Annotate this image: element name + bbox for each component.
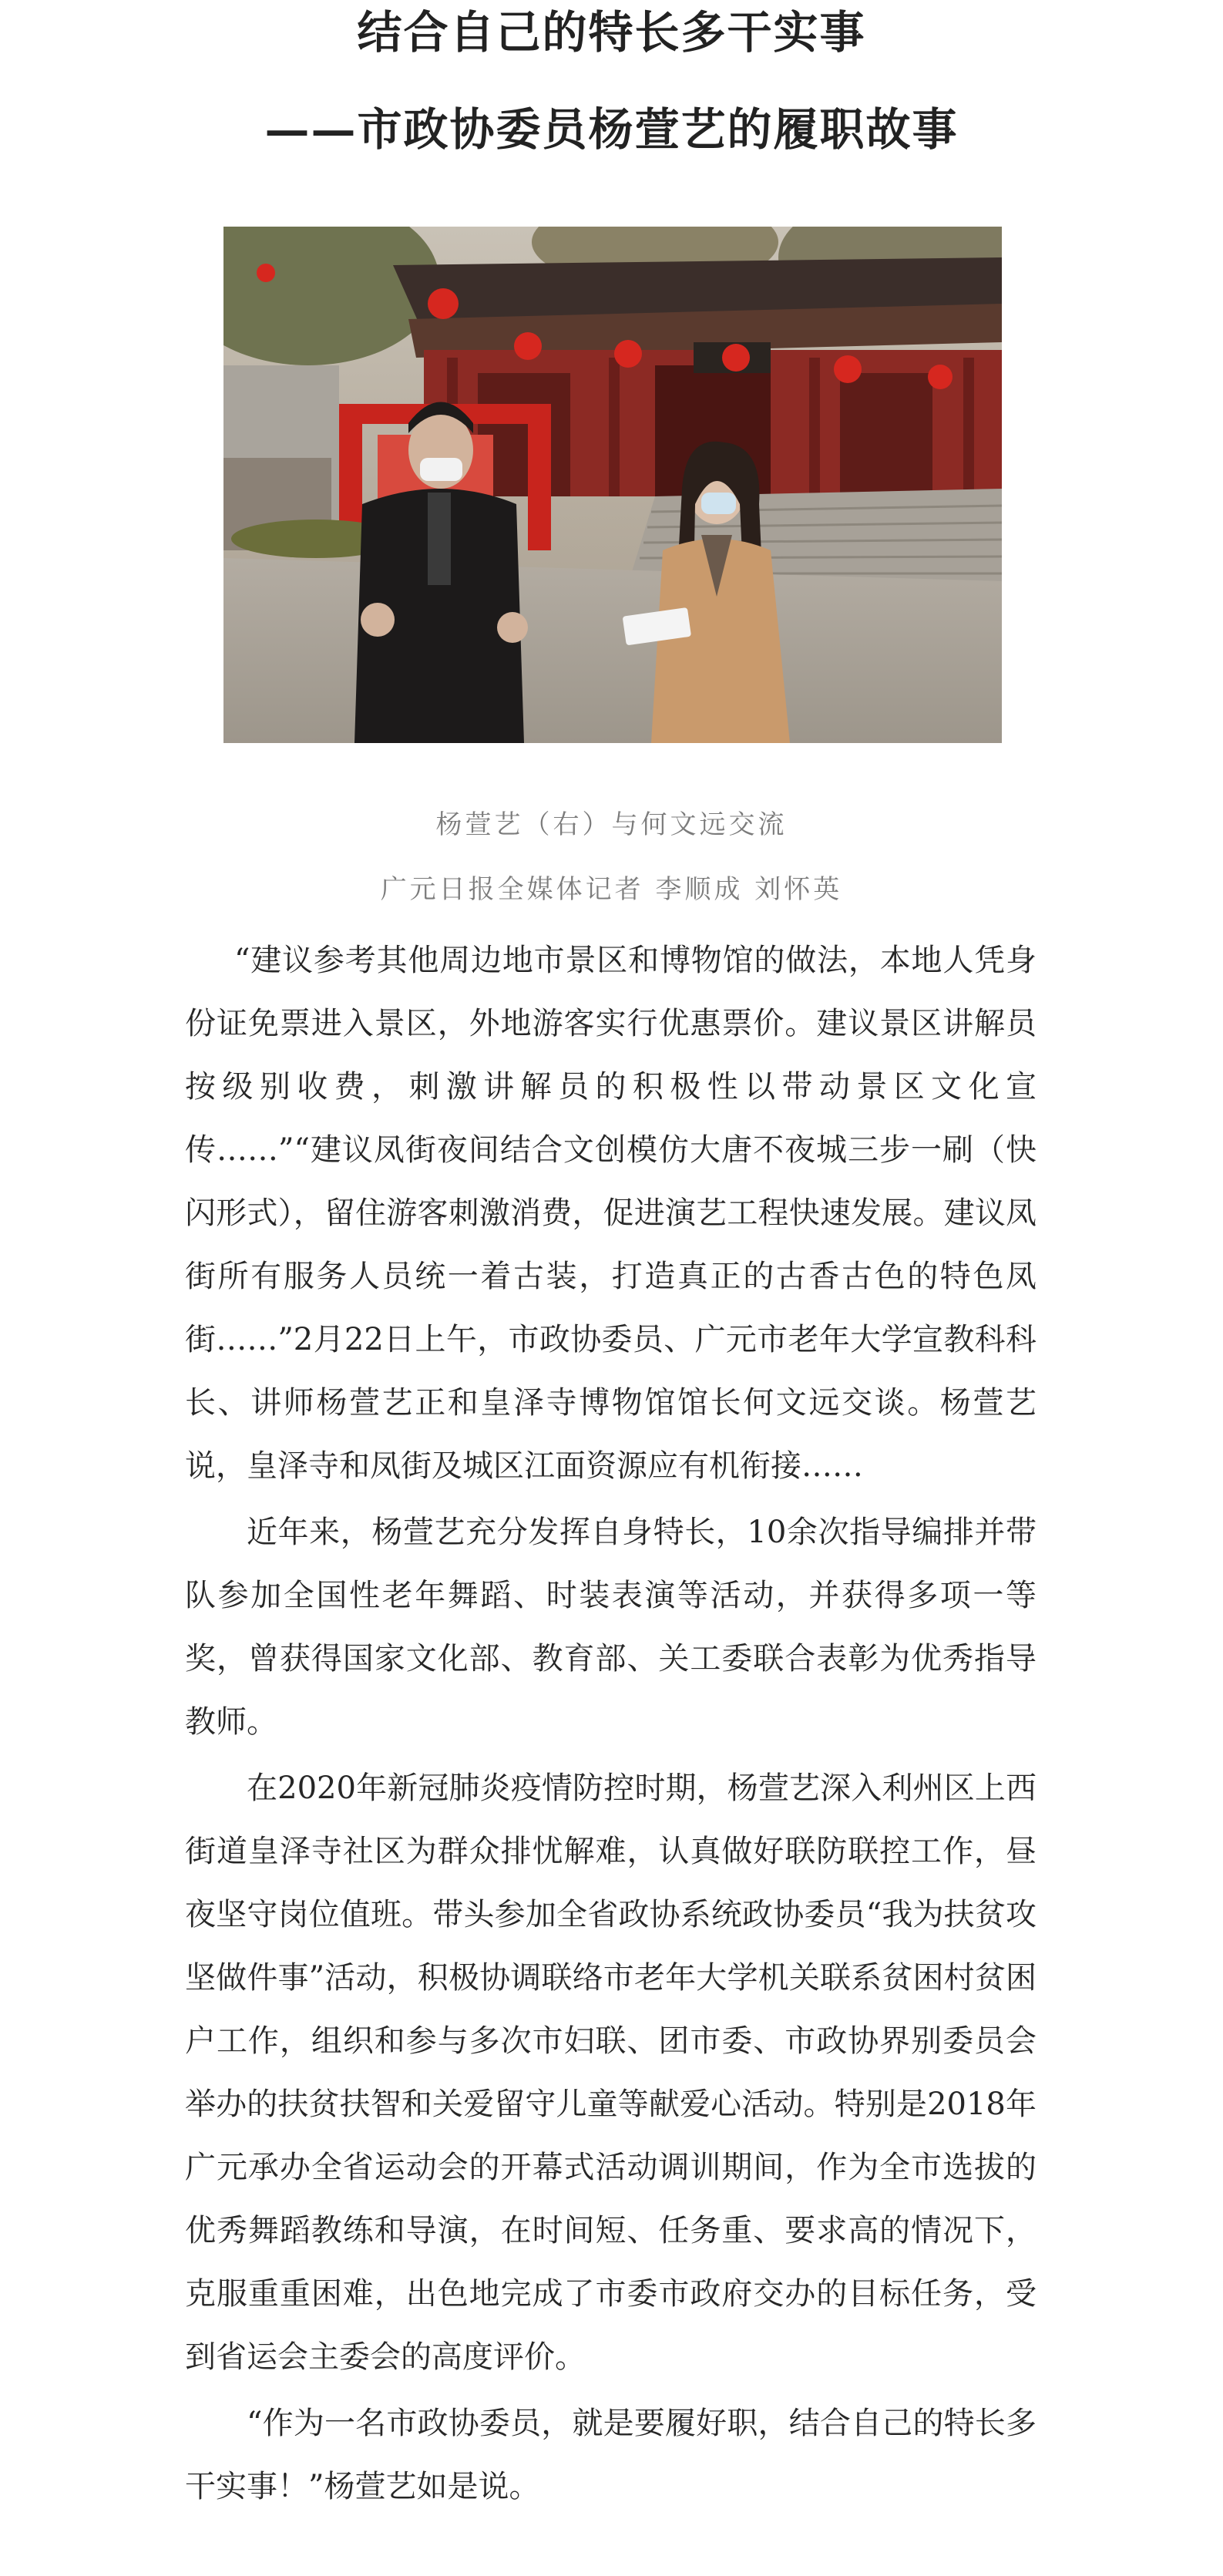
article-photo <box>223 227 1002 743</box>
article-body <box>185 929 1037 2521</box>
paragraph: 在2020年新冠肺炎疫情防控时期，杨萱艺深入利州区上西街道皇泽寺社区为群众排忧解难，认真做好联防联控工作，昼夜坚守岗位值班。带头参加全省政协系统政协委员“我为扶贫攻坚做件事”活动，积极协调联络市老年大学机关联系贫困村贫困户工作，组织和参与多次市妇联、团市委、市政协界别委员会举办的扶贫扶智和关爱留守儿童等献爱心活动。特别是2018年广元承办全省运动会的开幕式活动调训期间，作为全市选拔的优秀舞蹈教练和导演，在时间短、任务重、要求高的情况下，克服重重困难，出色地完成了市委市政府交办的目标任务，受到省运会主委会的高度评价。 <box>185 1771 1037 2375</box>
paragraph: 近年来，杨萱艺充分发挥自身特长，10余次指导编排并带队参加全国性老年舞蹈、时装表演等活动，并获得多项一等奖，曾获得国家文化部、教育部、关工委联合表彰为优秀指导教师。 <box>185 1515 1037 1740</box>
paragraph: “作为一名市政协委员，就是要履好职，结合自己的特长多干实事！”杨萱艺如是说。 <box>185 2406 1037 2504</box>
photo-credit: 广元日报全媒体记者 李顺成 刘怀英 <box>380 874 843 905</box>
article-subtitle: ——市政协委员杨萱艺的履职故事 <box>264 103 959 156</box>
photo-caption: 杨萱艺（右）与何文远交流 <box>435 809 788 840</box>
article-title: 结合自己的特长多干实事 <box>357 6 866 59</box>
paragraph: “建议参考其他周边地市景区和博物馆的做法，本地人凭身份证免票进入景区，外地游客实行优惠票价。建议景区讲解员按级别收费，刺激讲解员的积极性以带动景区文化宣传……”“建议凤街夜间结合文创模仿大唐不夜城三步一刷（快闪形式），留住游客刺激消费，促进演艺工程快速发展。建议凤街所有服务人员统一着古装，打造真正的古香古色的特色凤街……”2月22日上午，市政协委员、广元市老年大学宣教科科长、讲师杨萱艺正和皇泽寺博物馆馆长何文远交谈。杨萱艺说，皇泽寺和凤街及城区江面资源应有机衔接…… <box>185 943 1037 1484</box>
